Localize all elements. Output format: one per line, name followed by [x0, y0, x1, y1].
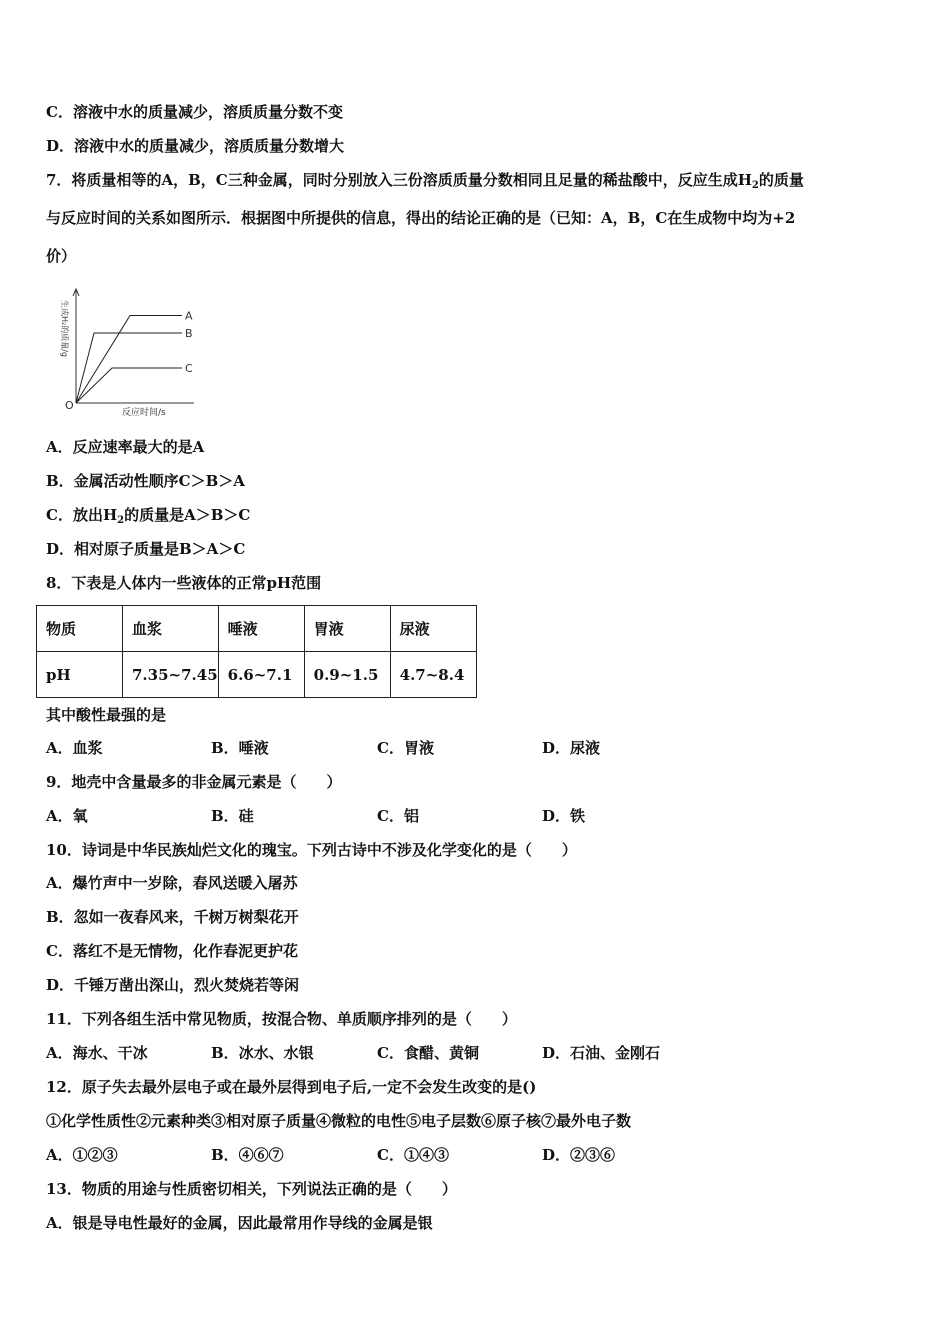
table-cell: 4.7~8.4: [390, 652, 476, 698]
q11-option-d: D．石油、金刚石: [542, 1044, 661, 1062]
q8-option-a: A．血浆: [46, 739, 103, 757]
q7-option-b: B．金属活动性顺序C＞B＞A: [46, 472, 245, 490]
q8-question: 其中酸性最强的是: [46, 706, 167, 724]
q12-option-d: D．②③⑥: [542, 1146, 616, 1164]
y-axis-label: 生成H₂的质量/g: [60, 300, 69, 357]
series-line-c: [76, 368, 182, 403]
q11-option-c: C．食醋、黄铜: [377, 1044, 479, 1062]
table-cell: 6.6~7.1: [218, 652, 304, 698]
q7-option-c-pre: C．放出H: [46, 506, 118, 524]
q12-option-b: B．④⑥⑦: [211, 1146, 284, 1164]
q12-items: ①化学性质性②元素种类③相对原子质量④微粒的电性⑤电子层数⑥原子核⑦最外电子数: [46, 1112, 632, 1130]
q9-option-c: C．铝: [377, 807, 419, 825]
q7-chart: [52, 282, 202, 422]
origin-label: O: [65, 399, 74, 412]
q12-option-a: A．①②③: [46, 1146, 118, 1164]
q13-option-a: A．银是导电性最好的金属，因此最常用作导线的金属是银: [46, 1214, 433, 1232]
q8-option-b: B．唾液: [211, 739, 269, 757]
q13-stem: 13．物质的用途与性质密切相关，下列说法正确的是（ ）: [46, 1180, 457, 1198]
q9-option-a: A．氧: [46, 807, 88, 825]
chart-series: [76, 310, 193, 404]
q10-stem: 10．诗词是中华民族灿烂文化的瑰宝。下列古诗中不涉及化学变化的是（ ）: [46, 841, 577, 859]
q8-option-c: C．胃液: [377, 739, 434, 757]
q7-option-a: A．反应速率最大的是A: [46, 438, 205, 456]
table-cell: 血浆: [123, 606, 219, 652]
q11-stem: 11．下列各组生活中常见物质，按混合物、单质顺序排列的是（ ）: [46, 1010, 517, 1028]
ph-table: [36, 605, 477, 698]
q11-option-b: B．冰水、水银: [211, 1044, 314, 1062]
x-axis-label: 反应时间/s: [122, 408, 166, 418]
q7-option-d: D．相对原子质量是B＞A＞C: [46, 540, 246, 558]
q10-option-d: D．千锤万凿出深山，烈火焚烧若等闲: [46, 976, 300, 994]
q6-option-c: C．溶液中水的质量减少，溶质质量分数不变: [46, 103, 343, 121]
q12-stem: 12．原子失去最外层电子或在最外层得到电子后,一定不会发生改变的是(): [46, 1078, 537, 1096]
table-cell: pH: [37, 652, 123, 698]
q9-option-b: B．硅: [211, 807, 254, 825]
table-header-row: [37, 606, 477, 652]
h2-subscript: 2: [117, 515, 125, 526]
table-cell: 物质: [37, 606, 123, 652]
q7-stem-line1-pre: 7．将质量相等的A，B，C三种金属，同时分别放入三份溶质质量分数相同且足量的稀盐酸中，反应生成H: [46, 171, 752, 189]
series-label-c: C: [185, 362, 193, 375]
table-row: [37, 652, 477, 698]
series-label-a: A: [185, 309, 193, 323]
q7-stem-line3: 价）: [46, 247, 77, 265]
q7-stem-line2: 与反应时间的关系如图所示．根据图中所提供的信息，得出的结论正确的是（已知：A，B，C在生成物中均为+2: [46, 209, 796, 227]
series-line-a: [76, 316, 182, 404]
q7-option-c: [46, 505, 250, 525]
h2-subscript: 2: [751, 180, 759, 191]
table-cell: 胃液: [304, 606, 390, 652]
series-label-b: B: [185, 327, 193, 340]
q8-stem: 8．下表是人体内一些液体的正常pH范围: [46, 574, 322, 592]
q8-option-d: D．尿液: [542, 739, 601, 757]
q10-option-a: A．爆竹声中一岁除，春风送暖入屠苏: [46, 874, 298, 892]
q7-stem-line1: [46, 170, 804, 190]
q6-option-d: D．溶液中水的质量减少，溶质质量分数增大: [46, 137, 345, 155]
table-cell: 7.35~7.45: [123, 652, 219, 698]
table-cell: 尿液: [390, 606, 476, 652]
q9-option-d: D．铁: [542, 807, 586, 825]
q10-option-c: C．落红不是无情物，化作春泥更护花: [46, 942, 298, 960]
q12-option-c: C．①④③: [377, 1146, 449, 1164]
q11-option-a: A．海水、干冰: [46, 1044, 148, 1062]
q10-option-b: B．忽如一夜春风来，千树万树梨花开: [46, 908, 299, 926]
table-cell: 0.9~1.5: [304, 652, 390, 698]
q9-stem: 9．地壳中含量最多的非金属元素是（ ）: [46, 773, 342, 791]
table-cell: 唾液: [218, 606, 304, 652]
q7-stem-line1-post: 的质量: [758, 171, 804, 189]
q7-option-c-post: 的质量是A＞B＞C: [124, 506, 251, 524]
